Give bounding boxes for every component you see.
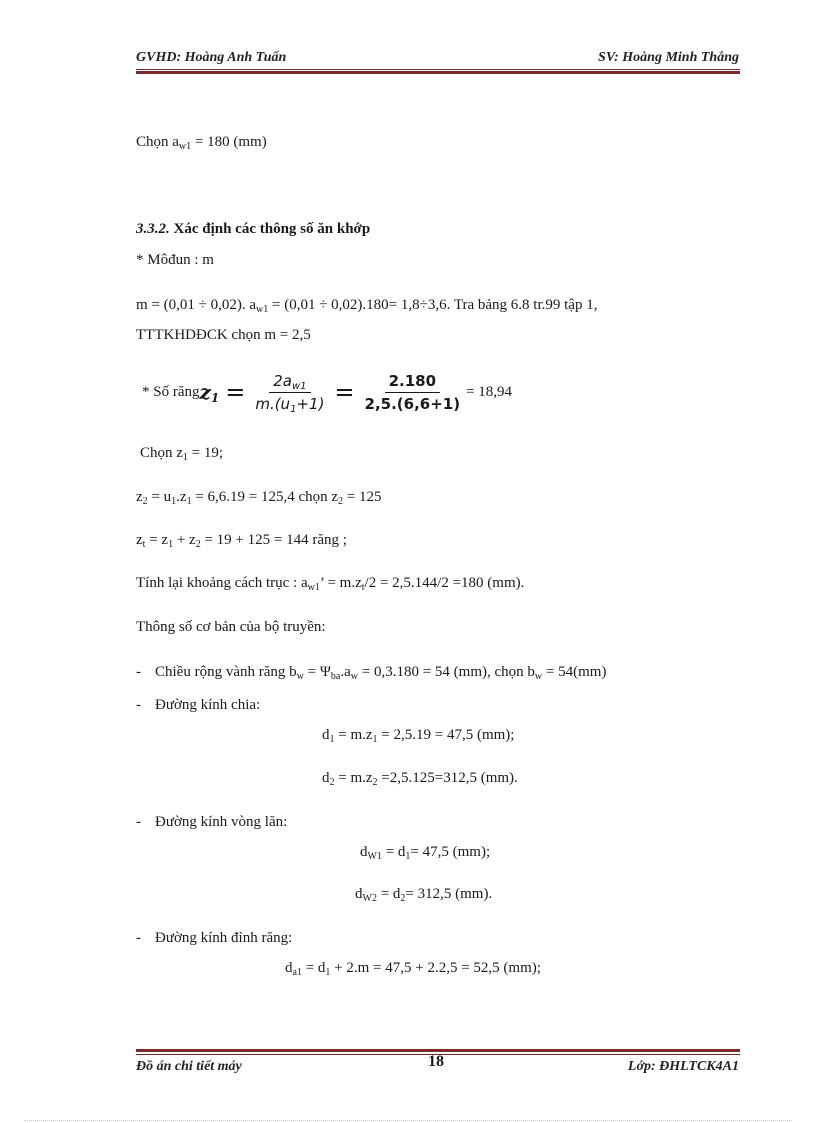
- z2-line: $z_2 = u_1.z_1 = 6,6.19 = 125,4$ chọn $z_2 = 125$: [136, 489, 382, 507]
- fraction-numeric: $\frac{2.180}{2,5.(6,6+1)}$: [364, 371, 461, 413]
- duong-kinh-lan-dash: -: [136, 814, 141, 830]
- dw2-line: $d_{W2} = d_2= 312,5$ (mm).: [355, 886, 493, 904]
- duong-kinh-dinh-dash: -: [136, 930, 141, 946]
- thong-so-line: Thông số cơ bản của bộ truyền:: [136, 619, 326, 635]
- header-rule-thin: [136, 69, 740, 70]
- dw1-line: $d_{W1} = d_1= 47,5$ (mm);: [360, 844, 491, 862]
- modun-line: * Môđun : m: [136, 252, 214, 268]
- duong-kinh-chia-dash: -: [136, 697, 141, 713]
- footer-right: Lớp: ĐHLTCK4A1: [627, 1059, 739, 1074]
- so-rang-formula: * Số răng $z_1$ = $\frac{2a_{w1}}{m.(u_1+1)}$ = $\frac{2.180}{2,5.(6,6+1)}$ = 18,94: [142, 371, 513, 415]
- zt-line: $z_t = z_1 + z_2 = 19 + 125 = 144$ răng ;: [136, 532, 347, 550]
- header-rule-thick: [136, 71, 740, 74]
- tinh-lai-line: Tính lại khoảng cách trục : $a_{w1}$’ = $m.z_t/2 = 2,5.144/2 =180$ (mm).: [136, 575, 525, 593]
- duong-kinh-chia-label: Đường kính chia:: [155, 697, 261, 713]
- chieu-rong-dash: -: [136, 664, 141, 680]
- d2-line: $d_2 = m.z_2 =2,5.125=312,5$ (mm).: [322, 770, 518, 788]
- footer-left: Đồ án chi tiết máy: [136, 1059, 242, 1074]
- m-line-1: m = (0,01 ÷ 0,02). $a_{w1} = (0,01 \div 0,02).180= 1,8\div 3,6$. Tra bảng 6.8 tr.99 tập 1,: [136, 297, 598, 315]
- footer-rule-thick: [136, 1049, 740, 1052]
- section-heading: 3.3.2. Xác định các thông số ăn khớp: [136, 221, 371, 237]
- duong-kinh-dinh-label: Đường kính đỉnh răng:: [155, 930, 293, 946]
- chon-z1-line: Chọn $z_1 = 19$;: [140, 445, 224, 463]
- header-right: SV: Hoàng Minh Thắng: [598, 50, 739, 65]
- m-line-2: TTTKHDĐCK chọn m = 2,5: [136, 327, 311, 343]
- d1-line: $d_1 = m.z_1 = 2,5.19 = 47,5$ (mm);: [322, 727, 515, 745]
- duong-kinh-lan-label: Đường kính vòng lăn:: [155, 814, 288, 830]
- chon-aw-line: Chọn $a_{w1} = 180$ (mm): [136, 134, 267, 152]
- header-left: GVHD: Hoàng Anh Tuấn: [136, 50, 287, 65]
- page-number: 18: [428, 1053, 444, 1070]
- chieu-rong-line: Chiều rộng vành răng $b_w = \Psi_{ba}.a_w = 0,3.180 = 54$ (mm), chọn $b_w = 54(mm)$: [155, 664, 607, 682]
- page-bottom-dotted-border: [24, 1120, 792, 1121]
- da1-line: $d_{a1} = d_1 + 2.m = 47,5 + 2.2,5 = 52,5$ (mm);: [285, 960, 541, 978]
- fraction-symbolic: $\frac{2a_{w1}}{m.(u_1+1)}$: [255, 371, 325, 415]
